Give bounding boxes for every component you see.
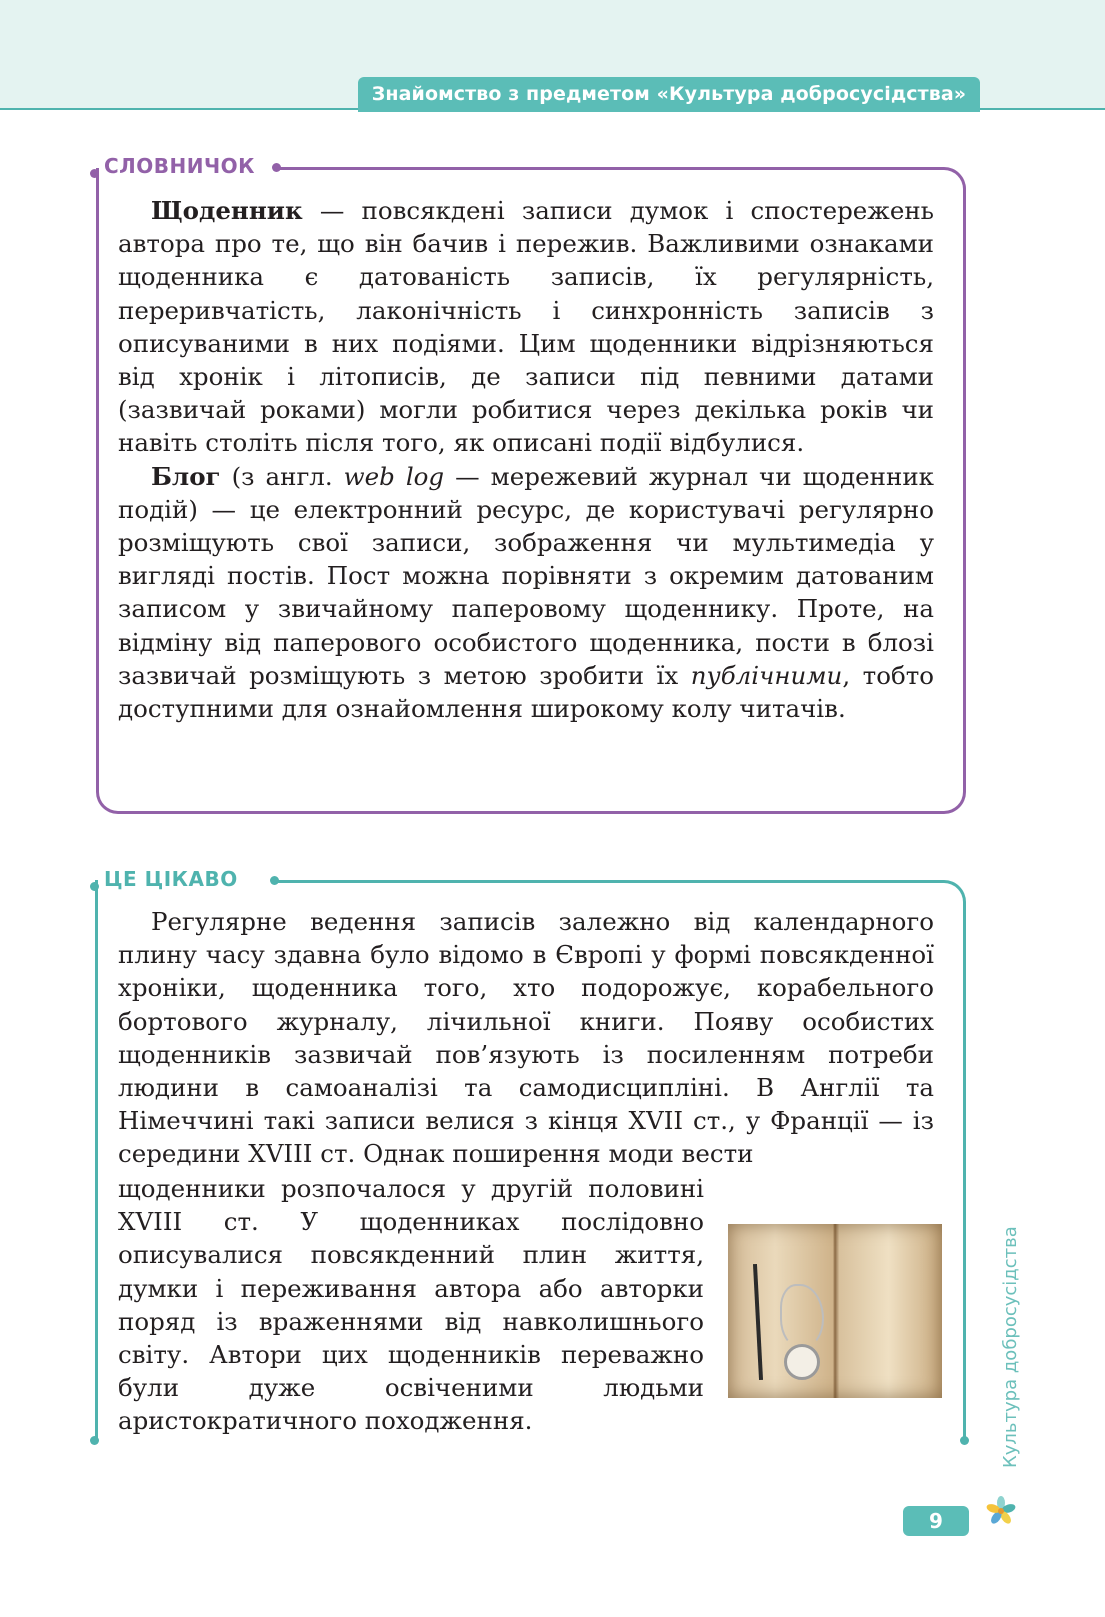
term-blog: Блог (151, 461, 221, 491)
interesting-dot-top-right (270, 876, 279, 885)
interesting-text-wrap (118, 1172, 704, 1438)
glossary-dot-left (90, 169, 99, 178)
blog-text-c: , тобто доступними для ознайомлення широкому колу читачів. (118, 660, 934, 724)
interesting-left-line (95, 880, 98, 1440)
glossary-label: СЛОВНИЧОК (104, 154, 256, 178)
term-diary: Щоденник (151, 196, 303, 225)
glossary-paragraph-blog (118, 460, 934, 726)
glossary-paragraph-diary (118, 194, 934, 460)
interesting-dot-top-left (90, 882, 99, 891)
glossary-dot-right (272, 163, 281, 172)
interesting-dot-bottom-right (960, 1436, 969, 1445)
blog-text-b: — мережевий журнал чи щоденник подій) — це електронний ресурс, де користувачі регулярно розміщують свої записи, зображення чи мультимедіа у вигляді постів. Пост можна порівняти з окремим датованим записом у звичайному паперовому щоденнику. Проте, на відміну від паперового особистого щоденника, пости в блозі зазвичай розміщують з метою зробити їх (118, 461, 934, 690)
pencil-shape (753, 1264, 763, 1380)
chapter-title: Знайомство з предметом «Культура добросусідства» (358, 77, 980, 112)
flower-icon (986, 1496, 1016, 1526)
glossary-text (118, 194, 934, 725)
interesting-dot-bottom-left (90, 1436, 99, 1445)
watch-chain-shape (780, 1284, 824, 1348)
old-diary-photo (728, 1224, 942, 1398)
glossary-top-line (280, 167, 944, 170)
diary-definition: — повсякдені записи думок і спостережень автора про те, що він бачив і пережив. Важливими ознаками щоденника є датованість записів, їх регулярність, переривчатість, лаконічність і синхронність записів з описуваними в них подіями. Цим щоденники відрізняються від хронік і літописів, де записи під певними датами (зазвичай роками) могли робитися через декілька років чи навіть століть після того, як описані події відбулися. (118, 196, 934, 458)
interesting-label: ЦЕ ЦІКАВО (104, 867, 238, 891)
interesting-text-full (118, 905, 934, 1171)
interesting-top-line (278, 880, 944, 883)
interesting-paragraph-1: Регулярне ведення записів залежно від календарного плину часу здавна було відомо в Європі у формі повсякденної хроніки, щоденника того, хто подорожує, корабельного бортового журналу, лічильної книги. Появу особистих щоденників зазвичай пов’язують із посиленням потреби людини в самоаналізі та самодисципліні. В Англії та Німеччині такі записи велися з кінця XVII ст., у Франції — із середини XVIII ст. Однак поширення моди вести (118, 907, 934, 1169)
pocket-watch-shape (784, 1344, 820, 1380)
sidebar-vertical-title: Культура добросусідства (1000, 1226, 1021, 1468)
blog-text-a: (з англ. (220, 461, 344, 491)
interesting-right-line (963, 920, 966, 1440)
blog-italic-weblog: web log (343, 461, 445, 491)
interesting-paragraph-2: щоденники розпочалося у другій половині XVIII ст. У щоденниках послідовно описувалися повсякденний плин життя, думки і переживання автора або авторки поряд із враженнями від навколишнього світу. Автори цих щоденників переважно були дуже освіченими людьми аристократичного походження. (118, 1174, 704, 1436)
blog-italic-public: публічними (690, 660, 843, 690)
page-number: 9 (903, 1506, 969, 1536)
